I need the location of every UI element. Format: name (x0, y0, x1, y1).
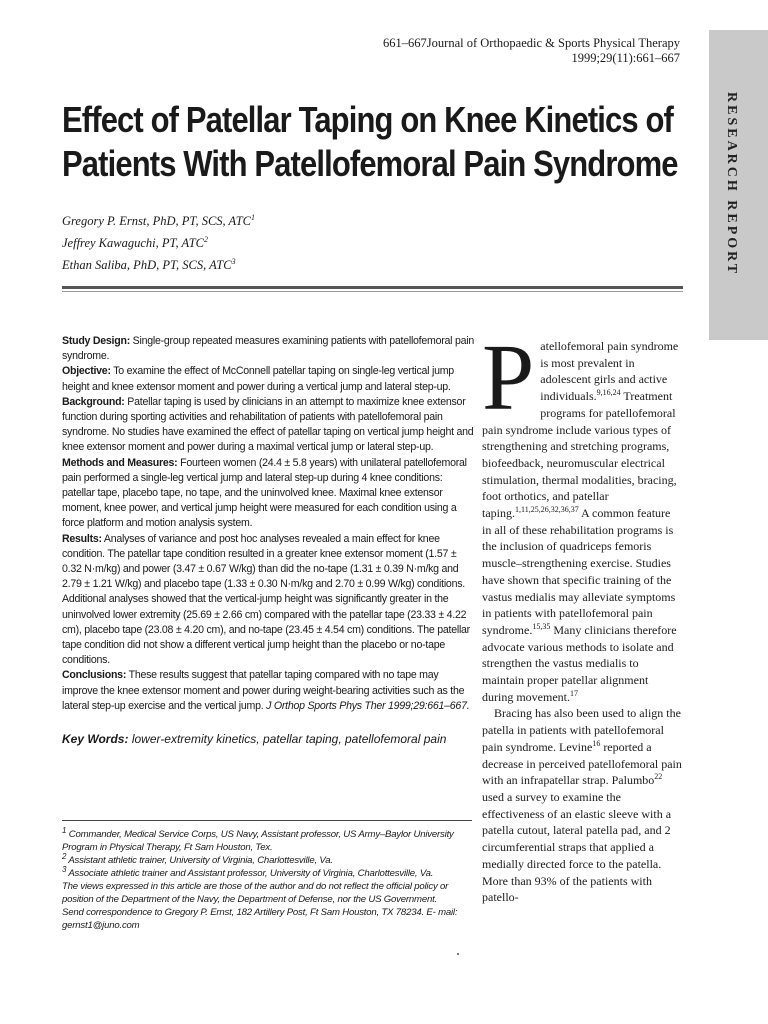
title-divider-thin (62, 291, 683, 292)
citation: J Orthop Sports Phys Ther 1999;29:661–667. (266, 699, 470, 712)
abstract-background: Background: Patellar taping is used by clinicians in an attempt to maximize knee extensor function during sporting activities and rehabilitation of patients with patellofemoral pain syndrome. No studies have examined the effect of patellar taping on vertical jump height and knee extensor moment and power during a maximal vertical jump or lateral step-up. (62, 395, 474, 454)
paragraph: Patellofemoral pain syndrome is most prevalent in adolescent girls and active individuals.$^{9,16,24}$ Treatment programs for patellofemoral pain syndrome include various types of strengthening and stretching programs, biofeedback, neuromuscular electrical stimulation, thermal modalities, bracing, foot orthotics, and patellar taping.$^{1,11,25,26,32,36,37}$ A common feature in all of these rehabilitation programs is the inclusion of quadriceps femoris muscle–strengthening exercise. Studies have shown that specific training of the vastus medialis may alleviate symptoms in patients with patellofemoral pain syndrome.$^{15,35}$ Many clinicians therefore advocate various methods to isolate and strengthen the vastus medialis to maintain proper patellar alignment during movement.$^{17}$ (482, 326, 679, 704)
body-text (482, 326, 682, 906)
author: Gregory P. Ernst, PhD, PT, SCS, ATC$^1$ (62, 212, 256, 228)
affiliation-mark: 3 (231, 256, 236, 266)
affiliation-mark: 2 (204, 234, 209, 244)
author: Jeffrey Kawaguchi, PT, ATC$^2$ (62, 234, 209, 250)
author-list (62, 210, 255, 276)
key-words (62, 732, 474, 746)
title-line-1: Effect of Patellar Taping on Knee Kinetics of (62, 99, 673, 140)
article-title (62, 98, 678, 186)
title-line-2: Patients With Patellofemoral Pain Syndrome (62, 143, 678, 184)
disclaimer: The views expressed in this article are those of the author and do not reflect the official policy or position of the Department of the Navy, the Department of Defense, nor the US Government. (62, 881, 449, 905)
section-tab-label: RESEARCH REPORT (724, 92, 739, 277)
footnote: $^1$ Commander, Medical Service Corps, US Navy, Assistant professor, US Army–Baylor University Program in Physical Therapy, Ft Sam Houston, Tex. (62, 825, 454, 853)
key-words-label: Key Words: (62, 732, 129, 746)
journal-header (383, 36, 680, 66)
abstract (62, 334, 474, 714)
correspondence: Send correspondence to Gregory P. Ernst, 182 Artillery Post, Ft Sam Houston, TX 78234. E- mail: gernst1@juno.com (62, 907, 458, 931)
abstract-results: Results: Analyses of variance and post hoc analyses revealed a main effect for knee condition. The patellar tape condition resulted in a greater knee extensor moment (1.57 ± 0.32 N·m/kg) and power (3.47 ± 0.67 W/kg) than did the no-tape (1.31 ± 0.39 N·m/kg and 2.79 ± 1.21 W/kg) and placebo tape (1.33 ± 0.30 N·m/kg and 2.70 ± 0.99 W/kg) conditions. Additional analyses showed that the vertical-jump height was significantly greater in the uninvolved lower extremity (25.69 ± 2.66 cm) compared with the patellar tape (23.33 ± 4.22 cm), placebo tape (23.08 ± 4.20 cm), and no-tape (23.45 ± 4.54 cm) conditions. The patellar tape condition did not show a different vertical jump height than the placebo or no-tape conditions. (62, 532, 470, 667)
abstract-methods: Methods and Measures: Fourteen women (24.4 ± 5.8 years) with unilateral patellofemoral pain performed a single-leg vertical jump and lateral step-up during 4 knee conditions: patellar tape, placebo tape, no tape, and the uninvolved knee. Maximal knee extensor moment, knee power, and vertical jump height were measured for each condition using a force platform and motion analysis system. (62, 456, 467, 530)
journal-volume: 1999;29(11):661–667 (571, 51, 680, 65)
abstract-study-design: Study Design: Single-group repeated measures examining patients with patellofemoral pain syndrome. (62, 335, 474, 363)
paragraph: Bracing has also been used to align the patella in patients with patellofemoral pain syndrome. Levine$^{16}$ reported a decrease in perceived patellofemoral pain with an infrapatellar strap. Palumbo$^{22}$ used a survey to examine the effectiveness of an elastic sleeve with a patella cutout, lateral patella pad, and 2 circumferential straps that applied a medially directed force to the patella. More than 93% of the patients with patello- (482, 706, 682, 905)
footnote: $^2$ Assistant athletic trainer, University of Virginia, Charlottesville, Va. (62, 851, 333, 866)
section-tab (709, 30, 768, 340)
footnote-divider (62, 820, 472, 821)
title-divider (62, 286, 683, 289)
drop-cap: P (482, 326, 535, 430)
key-words-text: lower-extremity kinetics, patellar taping, patellofemoral pain (131, 732, 447, 746)
abstract-objective: Objective: To examine the effect of McConnell patellar taping on single-leg vertical jump height and knee extensor moment and power during a vertical jump and lateral step-up. (62, 365, 454, 393)
journal-citation: 661–667Journal of Orthopaedic & Sports Physical Therapy (383, 36, 680, 50)
footnote: $^3$ Associate athletic trainer and Assistant professor, University of Virginia, Charlottesville, Va. (62, 864, 434, 879)
author: Ethan Saliba, PhD, PT, SCS, ATC$^3$ (62, 256, 236, 272)
page-mark (457, 953, 459, 955)
abstract-conclusions: Conclusions: These results suggest that patellar taping compared with no tape may improve the knee extensor moment and power during weight-bearing activities such as the lateral step-up exercise and the vertical jump. J Orthop Sports Phys Ther 1999;29:661–667. (62, 669, 470, 712)
affiliation-mark: 1 (251, 212, 256, 222)
footnotes (62, 825, 472, 932)
